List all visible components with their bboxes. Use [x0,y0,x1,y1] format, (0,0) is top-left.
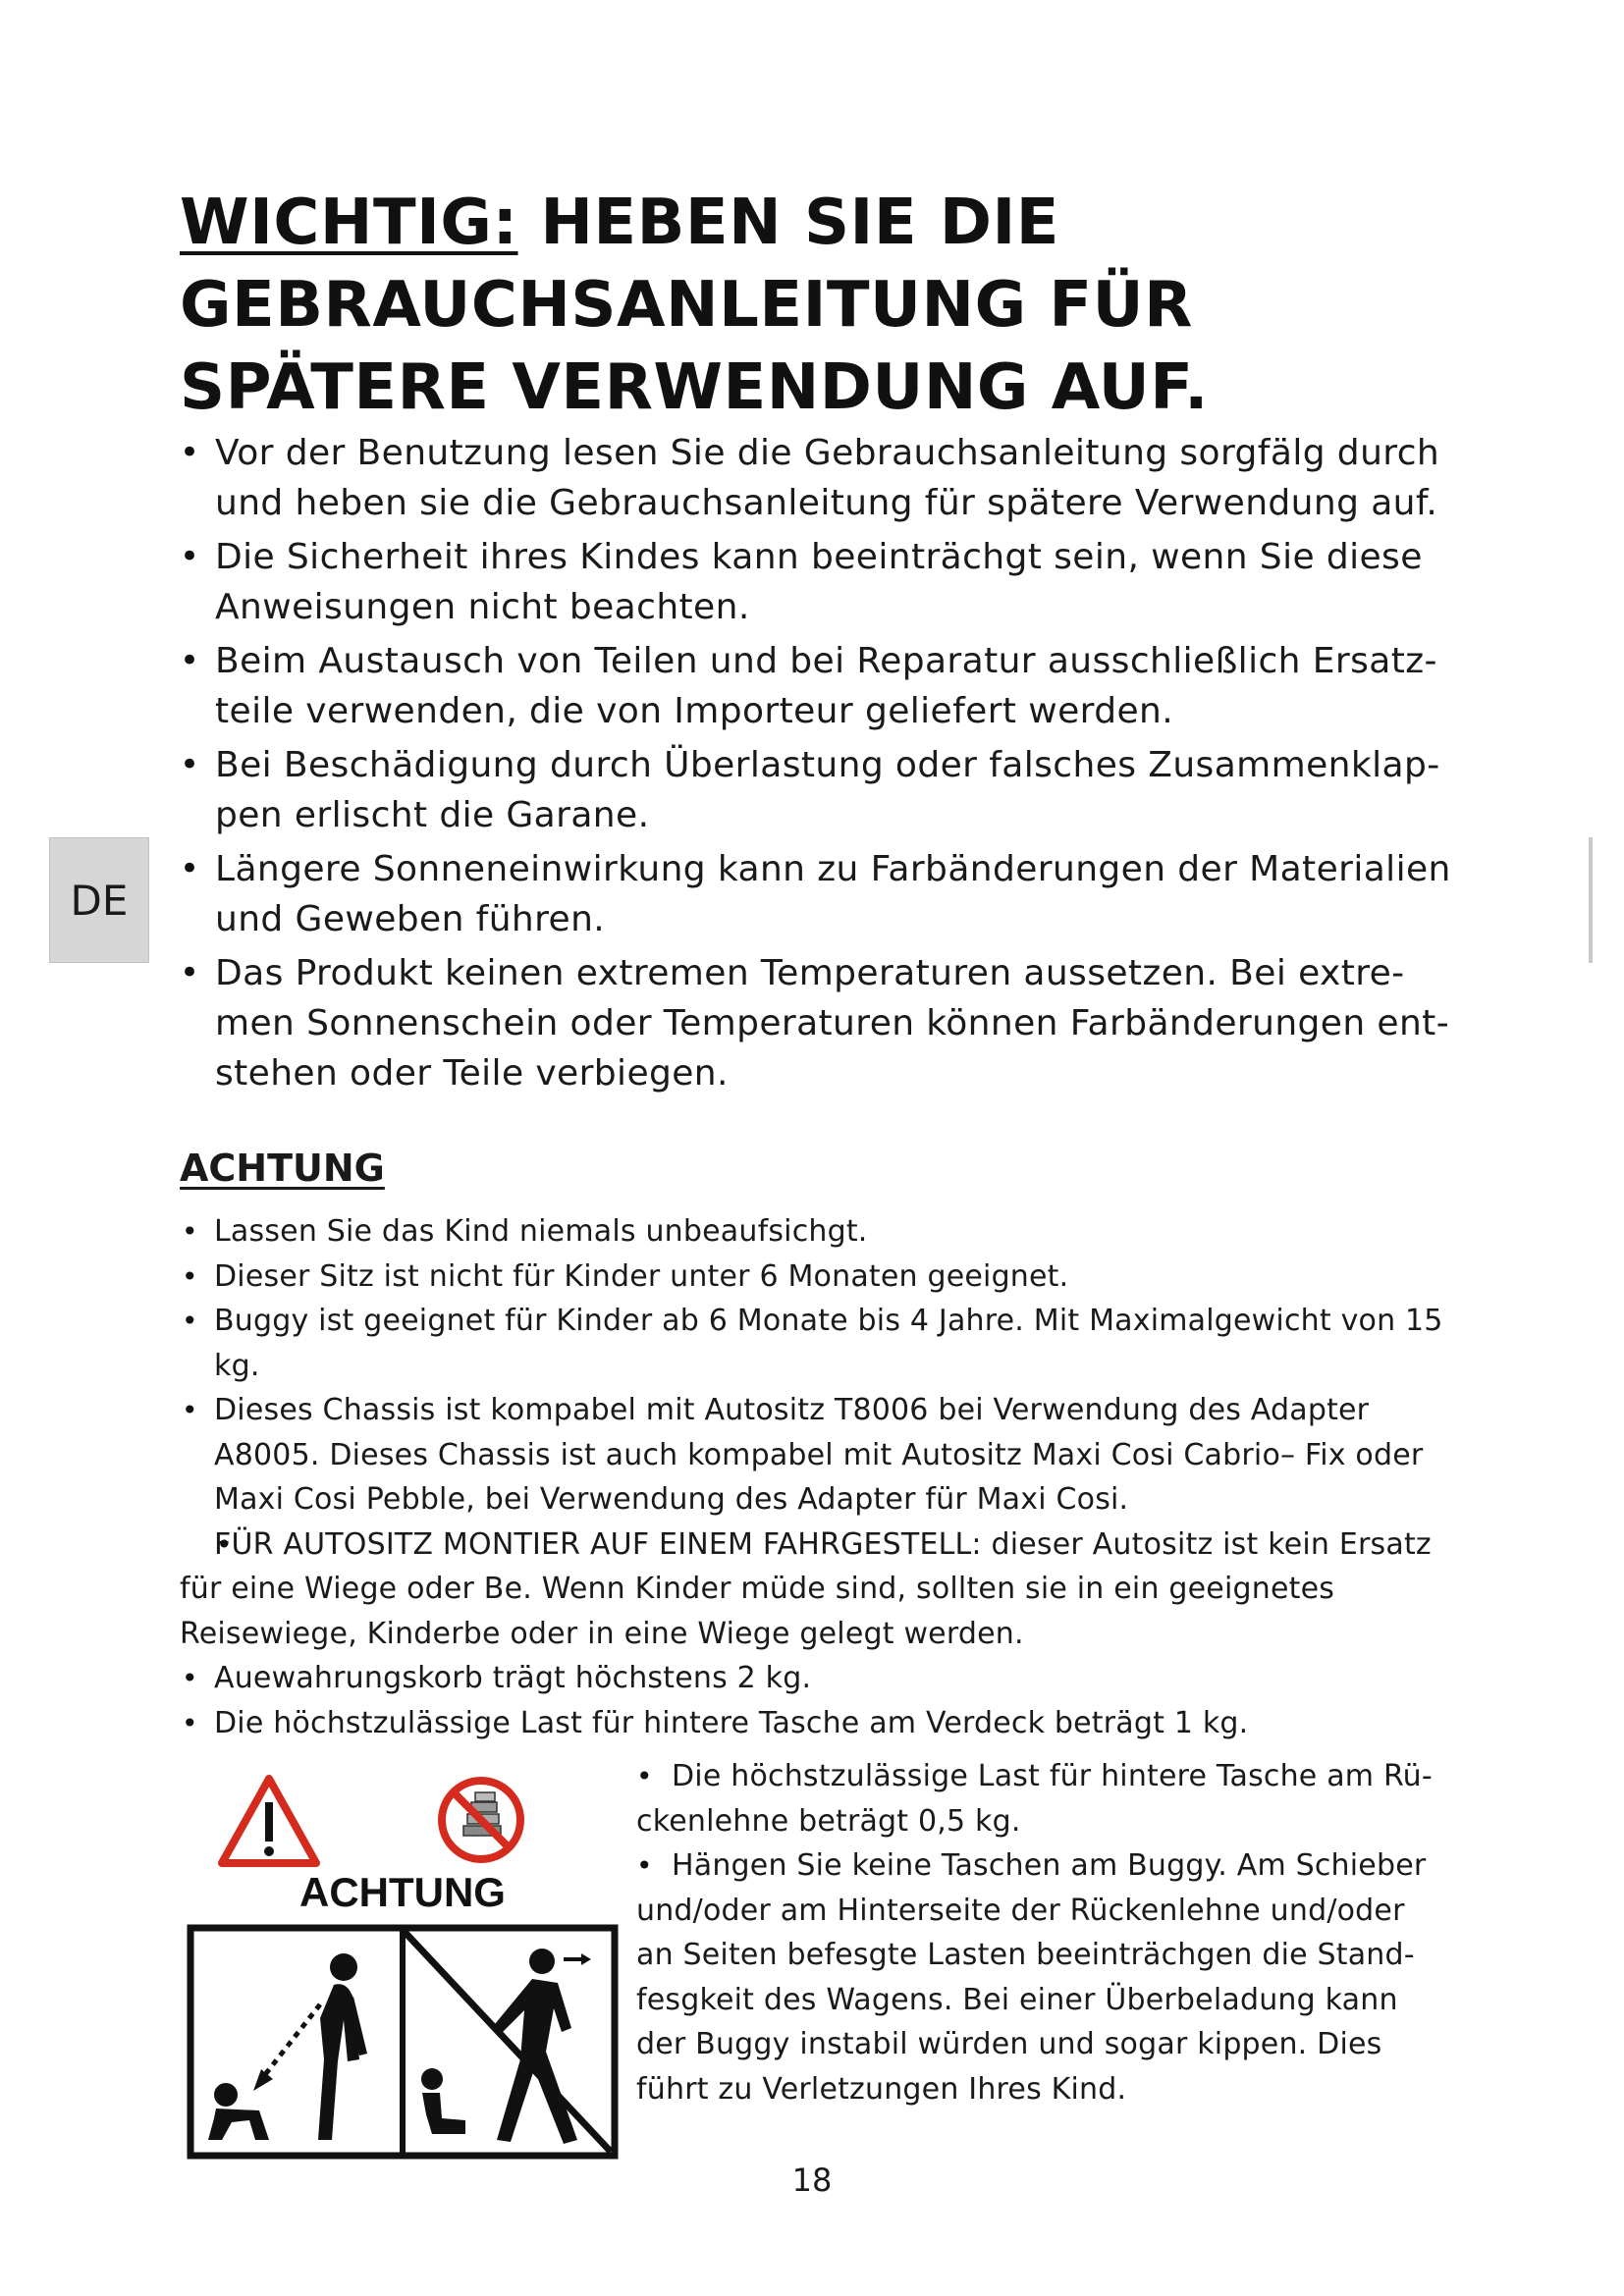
list-item: • Das Produkt keinen extremen Temperaturen aussetzen. Bei extre-men Sonnenschein oder Temperaturen können Farbänderungen ent-stehen oder Teile verbiegen. [180,948,1466,1098]
list-item: • Hängen Sie keine Taschen am Buggy. Am Schieber und/oder am Hinterseite der Rückenlehne und/oder an Seiten befesgte Lasten beeinträchgen die Stand-fesgkeit des Wagens. Bei einer Überbeladung kann der Buggy instabil würden und sogar kippen. Dies führt zu Verletzungen Ihres Kind. [636,1843,1451,2111]
page-edge-marker [1589,837,1593,963]
intro-list [180,428,1466,1102]
title-important-label: WICHTIG: [180,187,518,259]
list-item: • Dieses Chassis ist kompabel mit Autositz T8006 bei Verwendung des Adapter A8005. Dieses Chassis ist auch kompabel mit Autositz Maxi Cosi Cabrio– Fix oder Maxi Cosi Pebble, bei Verwendung des Adapter für Maxi Cosi. [180,1388,1446,1522]
list-item: • Vor der Benutzung lesen Sie die Gebrauchsanleitung sorgfälg durch und heben sie die Gebrauchsanleitung für spätere Verwendung auf. [180,428,1466,528]
warning-triangle-icon [222,1779,316,1863]
list-item: • Die höchstzulässige Last für hintere Tasche am Rü-ckenlehne beträgt 0,5 kg. [636,1754,1451,1843]
title-text: HEBEN SIE DIE GEBRAUCHSANLEITUNG FÜR SPÄTERE VERWENDUNG AUF. [180,187,1209,424]
list-item: • Auewahrungskorb trägt höchstens 2 kg. [180,1656,1446,1701]
list-item: • Dieser Sitz ist nicht für Kinder unter 6 Monaten geeignet. [180,1255,1446,1300]
side-list [636,1754,1451,2111]
list-item: • Die Sicherheit ihres Kindes kann beeinträchgt sein, wenn Sie diese Anweisungen nicht beachten. [180,532,1466,632]
achtung-list [180,1209,1446,1745]
graphic-label: ACHTUNG [299,1869,506,1915]
achtung-heading: ACHTUNG [180,1147,385,1190]
page-number: 18 [791,2162,833,2199]
warning-graphic [187,1775,619,2160]
list-item: • Bei Beschädigung durch Überlastung oder falsches Zusammenklap-pen erlischt die Garane. [180,740,1466,840]
no-stacked-load-icon [442,1781,520,1859]
page-title [180,182,1456,429]
language-tab: DE [49,837,149,963]
list-item: • Lassen Sie das Kind niemals unbeaufsichgt. [180,1209,1446,1255]
list-item: • Beim Austausch von Teilen und bei Reparatur ausschließlich Ersatz-teile verwenden, die von Importeur geliefert werden. [180,636,1466,736]
list-item: • Buggy ist geeignet für Kinder ab 6 Monate bis 4 Jahre. Mit Maximalgewicht von 15 kg. [180,1299,1446,1388]
list-item: • Die höchstzulässige Last für hintere Tasche am Verdeck beträgt 1 kg. [180,1701,1446,1746]
list-item: • FÜR AUTOSITZ MONTIER AUF EINEM FAHRGESTELL: dieser Autositz ist kein Ersatz für eine Wiege oder Be. Wenn Kinder müde sind, sollten sie in ein geeignetes Reisewiege, Kinderbe oder in eine Wiege gelegt werden. [180,1522,1446,1657]
list-item: • Längere Sonneneinwirkung kann zu Farbänderungen der Materialien und Geweben führen. [180,844,1466,944]
